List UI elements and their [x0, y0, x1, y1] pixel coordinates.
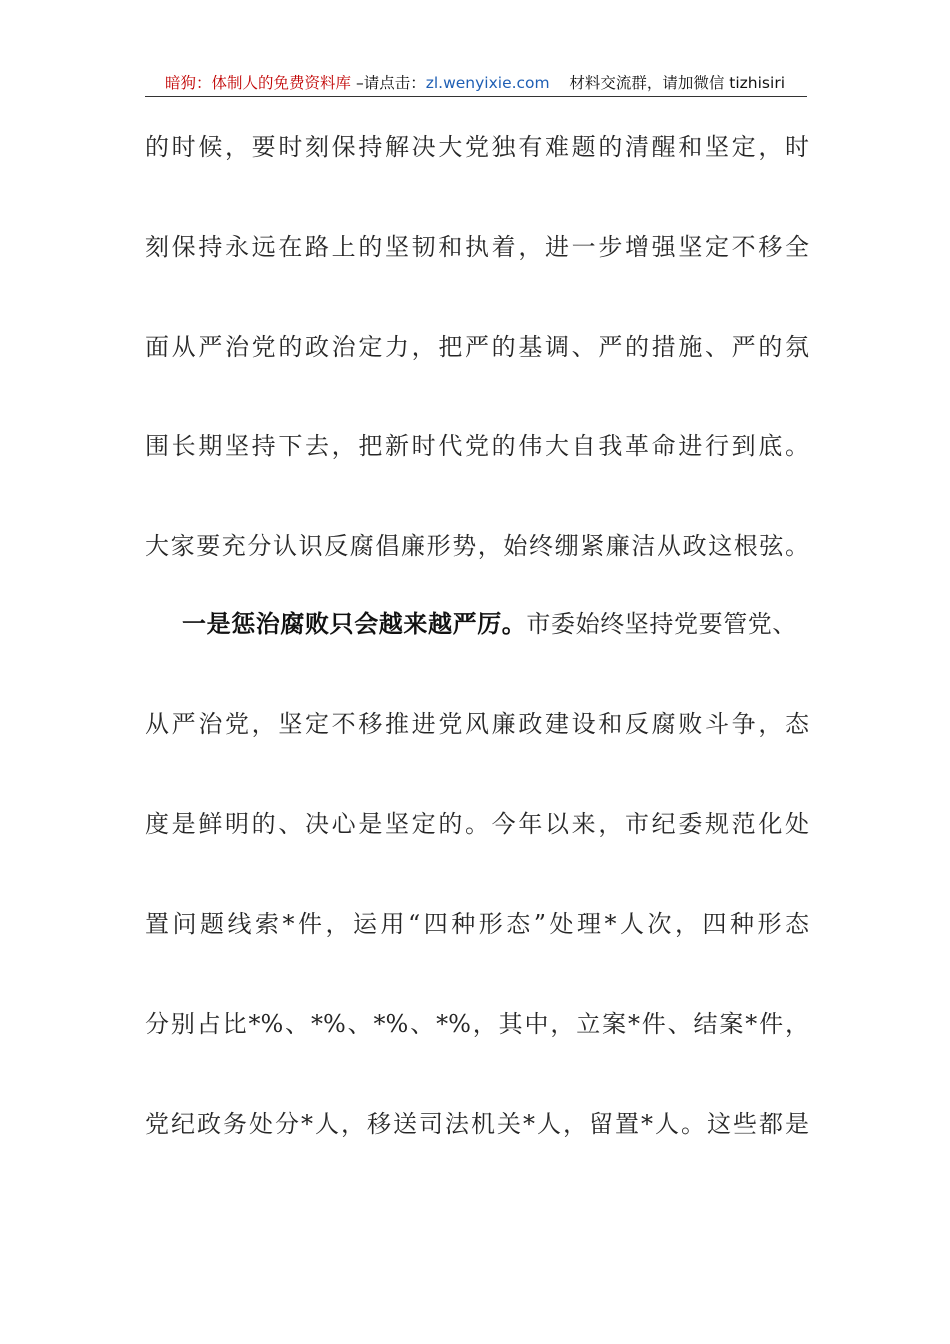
section-heading-rest: 市委始终坚持党要管党、 — [526, 610, 798, 638]
text-line: 大家要充分认识反腐倡廉形势，始终绷紧廉洁从政这根弦。 — [145, 532, 811, 560]
text-line: 的时候，要时刻保持解决大党独有难题的清醒和坚定，时 — [145, 133, 809, 161]
text-line: 度是鲜明的、决心是坚定的。今年以来，市纪委规范化处 — [145, 810, 809, 838]
text-line: 分别占比*%、*%、*%、*%，其中，立案*件、结案*件， — [145, 1010, 809, 1038]
header-wechat-note: 材料交流群，请加微信 tizhisiri — [569, 74, 785, 92]
text-line: 置问题线索*件，运用“四种形态”处理*人次，四种形态 — [145, 910, 809, 938]
text-line: 党纪政务处分*人，移送司法机关*人，留置*人。这些都是 — [145, 1110, 809, 1138]
text-line: 刻保持永远在路上的坚韧和执着，进一步增强坚定不移全 — [145, 233, 809, 261]
header-click-prompt: –请点击： — [351, 74, 426, 92]
page-header — [145, 70, 805, 96]
section-heading-bold: 一是惩治腐败只会越来越严厉。 — [182, 609, 527, 638]
text-line: 从严治党，坚定不移推进党风廉政建设和反腐败斗争，态 — [145, 710, 809, 738]
header-site-name: 暗狗：体制人的免费资料库 — [165, 74, 352, 92]
section-heading-line — [182, 607, 822, 641]
header-url-link[interactable]: zl.wenyixie.com — [425, 74, 550, 92]
header-divider — [145, 96, 807, 97]
text-line: 围长期坚持下去，把新时代党的伟大自我革命进行到底。 — [145, 432, 809, 460]
text-line: 面从严治党的政治定力，把严的基调、严的措施、严的氛 — [145, 333, 809, 361]
